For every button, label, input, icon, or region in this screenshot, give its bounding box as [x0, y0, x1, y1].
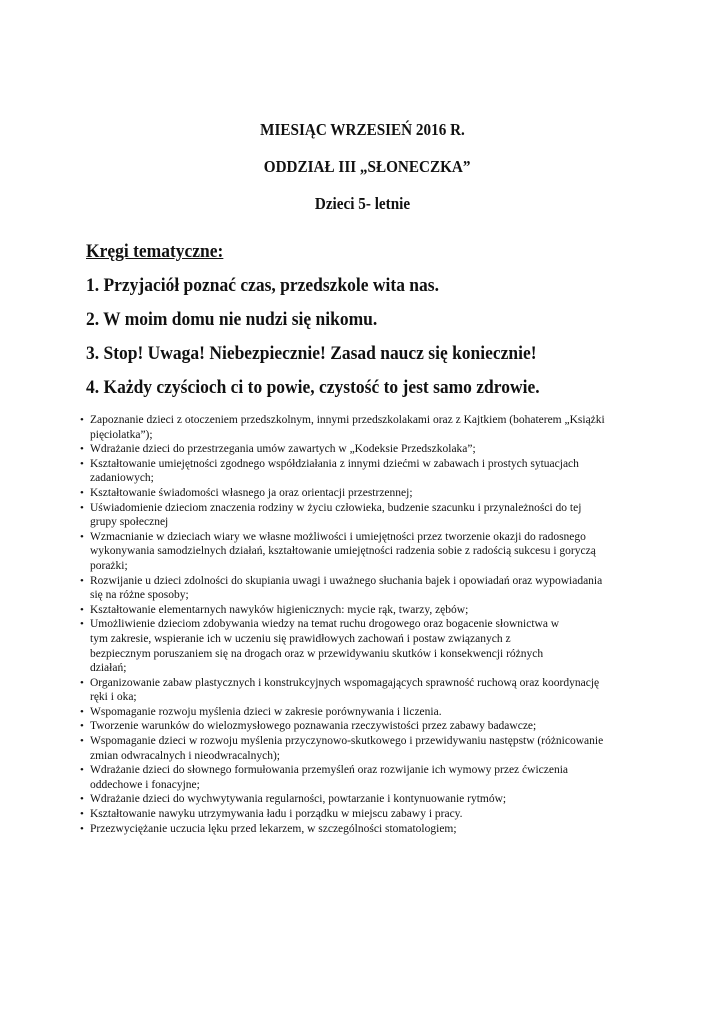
theme-item-3: 3. Stop! Uwaga! Niebezpiecznie! Zasad naucz się koniecznie!	[86, 343, 537, 364]
goal-item	[80, 486, 650, 501]
goal-item	[80, 530, 650, 574]
goal-line: zmian odwracalnych i nieodwracalnych);	[90, 749, 280, 762]
goal-item	[80, 734, 650, 763]
goal-item	[80, 442, 650, 457]
month-title: MIESIĄC WRZESIEŃ 2016 R.	[260, 120, 465, 139]
goals-list	[80, 413, 650, 836]
goal-line: • Zapoznanie dzieci z otoczeniem przedszkolnym, innymi przedszkolakami oraz z Kajtkiem (bohaterem „Książki	[90, 414, 605, 426]
goal-line: bezpiecznym poruszaniem się na drogach oraz w przewidywaniu skutków i konsekwencji różnych	[90, 647, 544, 660]
goal-line: • Kształtowanie elementarnych nawyków higienicznych: mycie rąk, twarzy, zębów;	[90, 603, 469, 616]
goal-line: • Kształtowanie nawyku utrzymywania ładu i porządku w miejscu zabawy i pracy.	[90, 808, 463, 821]
goal-line: wykonywania samodzielnych działań, kształtowanie umiejętności radzenia sobie z radością sukcesu i goryczą	[90, 545, 596, 558]
goal-item	[80, 822, 650, 837]
goal-item	[80, 676, 650, 705]
goal-line: • Uświadomienie dzieciom znaczenia rodziny w życiu człowieka, budzenie szacunku i przynależności do tej	[90, 501, 582, 514]
theme-item-4: 4. Każdy czyścioch ci to powie, czystość to jest samo zdrowie.	[86, 377, 540, 398]
goal-line: ręki i oka;	[90, 691, 137, 704]
goal-line: • Wdrażanie dzieci do wychwytywania regularności, powtarzanie i kontynuowanie rytmów;	[90, 793, 507, 806]
goal-item	[80, 792, 650, 807]
goal-item	[80, 763, 650, 792]
goal-item	[80, 501, 650, 530]
goal-line: • Tworzenie warunków do wielozmysłowego poznawania rzeczywistości przez zabawy badawcze;	[90, 720, 537, 733]
goal-line: • Wspomaganie rozwoju myślenia dzieci w zakresie porównywania i liczenia.	[90, 705, 442, 718]
goal-line: porażki;	[90, 559, 128, 572]
goal-line: • Wdrażanie dzieci do słownego formułowania przemyśleń oraz rozwijanie ich wymowy przez ćwiczenia	[90, 764, 569, 777]
goal-item	[80, 574, 650, 603]
age-subtitle: Dzieci 5- letnie	[314, 194, 411, 213]
goal-line: • Kształtowanie świadomości własnego ja oraz orientacji przestrzennej;	[90, 486, 413, 499]
goal-line: grupy społecznej	[90, 516, 169, 529]
goal-line: się na różne sposoby;	[90, 589, 189, 602]
goal-item	[80, 719, 650, 734]
goal-item	[80, 617, 650, 675]
themes-heading: Kręgi tematyczne:	[86, 241, 224, 262]
goal-line: zadaniowych;	[90, 472, 154, 485]
goal-line: działań;	[90, 662, 127, 675]
goal-item	[80, 457, 650, 486]
goal-line: • Kształtowanie umiejętności zgodnego współdziałania z innymi dziećmi w zabawach i prostych sytuacjach	[90, 457, 579, 470]
goal-line: • Rozwijanie u dzieci zdolności do skupiania uwagi i uważnego słuchania bajek i opowiadań oraz wypowiadania	[90, 574, 603, 587]
goal-line: • Wdrażanie dzieci do przestrzegania umów zawartych w „Kodeksie Przedszkolaka”;	[90, 443, 476, 456]
goal-item	[80, 705, 650, 720]
goal-line: • Wspomaganie dzieci w rozwoju myślenia przyczynowo-skutkowego i przewidywaniu następstw (różnicowanie	[90, 735, 604, 748]
thematic-circles	[86, 240, 686, 410]
group-title: ODDZIAŁ III „SŁONECZKA”	[263, 157, 471, 176]
goal-line: • Organizowanie zabaw plastycznych i konstrukcyjnych wspomagających sprawność ruchową oraz koordynację	[90, 676, 600, 689]
goal-item	[80, 807, 650, 822]
goal-line: • Przezwyciężanie uczucia lęku przed lekarzem, w szczególności stomatologiem;	[90, 822, 457, 835]
goal-item	[80, 413, 650, 442]
goal-line: pięciolatka”);	[90, 428, 153, 441]
theme-item-1: 1. Przyjaciół poznać czas, przedszkole wita nas.	[86, 275, 439, 296]
goal-item	[80, 603, 650, 618]
document-header	[0, 120, 725, 231]
goal-line: • Umożliwienie dzieciom zdobywania wiedzy na temat ruchu drogowego oraz bogacenie słownictwa w	[90, 618, 560, 631]
theme-item-2: 2. W moim domu nie nudzi się nikomu.	[86, 309, 378, 330]
goal-line: oddechowe i fonacyjne;	[90, 778, 200, 791]
goal-line: tym zakresie, wspieranie ich w uczeniu się prawidłowych zachowań i postaw związanych z	[90, 632, 511, 645]
goal-line: • Wzmacnianie w dzieciach wiary we własne możliwości i umiejętności przez tworzenie okazji do radosnego	[90, 530, 586, 543]
